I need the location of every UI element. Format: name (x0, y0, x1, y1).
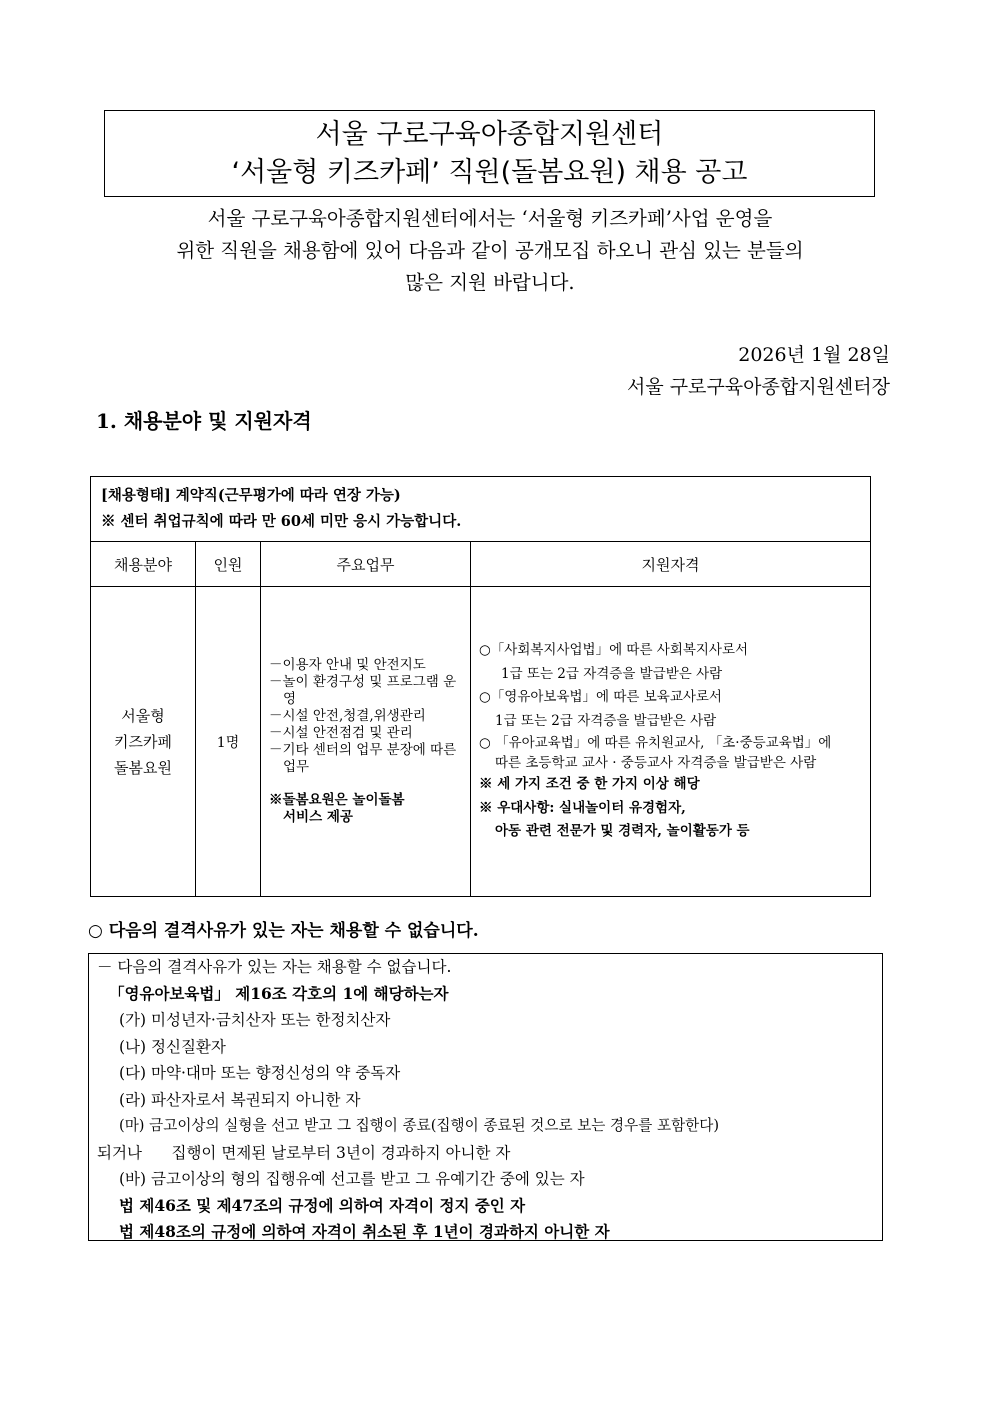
disq-article: 법 제48조의 규정에 의하여 자격이 취소된 후 1년이 경과하지 아니한 자 (119, 1222, 610, 1241)
count-cell: 1명 (196, 587, 261, 897)
disq-item: (라) 파산자로서 복권되지 아니한 자 (119, 1090, 361, 1109)
header-qualifications: 지원자격 (471, 542, 871, 587)
disq-item-cont: 되거나 집행이 면제된 날로부터 3년이 경과하지 아니한 자 (97, 1143, 511, 1162)
field-line: 돌봄요원 (114, 758, 172, 777)
qualifications-cell (471, 587, 871, 897)
employment-notice (91, 477, 871, 542)
field-cell (91, 587, 196, 897)
qualification-line: 1급 또는 2급 자격증을 발급받은 사람 (501, 665, 723, 682)
section2-title: ○ 다음의 결격사유가 있는 자는 채용할 수 없습니다. (88, 921, 479, 941)
intro-paragraph (90, 203, 890, 299)
intro-line2: 위한 직원을 채용함에 있어 다음과 같이 공개모집 하오니 관심 있는 분들의 (176, 239, 804, 262)
duty-note (269, 792, 469, 826)
disq-item: (마) 금고이상의 실형을 선고 받고 그 집행이 종료(집행이 종료된 것으로 보는 경우를 포함한다) (119, 1117, 720, 1134)
qualification-note: ※ 세 가지 조건 중 한 가지 이상 해당 (479, 776, 700, 793)
duty-item: －시설 안전,청결,위생관리 (269, 708, 426, 724)
title-box (104, 110, 875, 197)
qualification-line: 따른 초등학교 교사 · 중등교사 자격증을 발급받은 사람 (495, 755, 817, 772)
disq-item: (다) 마약·대마 또는 향정신성의 약 중독자 (119, 1064, 401, 1082)
disq-law: 「영유아보육법」 제16조 각호의 1에 해당하는자 (109, 983, 449, 1003)
duty-item: －기타 센터의 업무 분장에 따른 업무 (269, 742, 457, 775)
duties-cell (261, 587, 471, 897)
intro-line3: 많은 지원 바랍니다. (405, 271, 575, 294)
qualification-line: ○「사회복지사업법」에 따른 사회복지사로서 (479, 642, 749, 659)
qualification-line: ○「영유아보육법」에 따른 보육교사로서 (479, 689, 722, 706)
qualification-line: 1급 또는 2급 자격증을 발급받은 사람 (495, 712, 717, 729)
intro-line1: 서울 구로구육아종합지원센터에서는 ‘서울형 키즈카페’사업 운영을 (207, 207, 773, 230)
field-line: 키즈카페 (114, 732, 172, 751)
duty-item: －시설 안전점검 및 관리 (269, 725, 413, 741)
disq-item: (가) 미성년자·금치산자 또는 한정치산자 (119, 1011, 391, 1029)
recruitment-table (90, 476, 871, 897)
header-duties: 주요업무 (261, 542, 471, 587)
duty-item: －놀이 환경구성 및 프로그램 운영 (269, 674, 457, 707)
qualification-line: ○ 「유아교육법」에 따른 유치원교사, 「초·중등교육법」에 (479, 735, 832, 752)
preference-note: ※ 우대사항: 실내놀이터 유경험자, (479, 799, 686, 816)
announcement-date: 2026년 1월 28일 (738, 344, 890, 366)
disq-article: 법 제46조 및 제47조의 규정에 의하여 자격이 정지 중인 자 (119, 1195, 526, 1215)
preference-note-cont: 아동 관련 전문가 및 경력자, 놀이활동가 등 (495, 823, 750, 840)
disq-intro: － 다음의 결격사유가 있는 자는 채용할 수 없습니다. (97, 958, 452, 976)
disq-item: (나) 정신질환자 (119, 1037, 226, 1056)
section1-title: 1. 채용분야 및 지원자격 (96, 409, 312, 433)
duty-note-line: ※돌봄요원은 놀이돌봄 (269, 792, 405, 808)
title-line2: ‘서울형 키즈카페’ 직원(돌봄요원) 채용 공고 (231, 157, 748, 188)
disq-item: (바) 금고이상의 형의 집행유예 선고를 받고 그 유예기간 중에 있는 자 (119, 1170, 585, 1188)
disqualification-box (88, 953, 883, 1241)
issuer-name: 서울 구로구육아종합지원센터장 (627, 376, 890, 398)
header-field: 채용분야 (91, 542, 196, 587)
header-count: 인원 (196, 542, 261, 587)
employment-type: [채용형태] 계약직(근무평가에 따라 연장 가능) (101, 487, 401, 504)
field-line: 서울형 (121, 706, 165, 725)
duty-item: －이용자 안내 및 안전지도 (269, 657, 426, 673)
age-limit-note: ※ 센터 취업규칙에 따라 만 60세 미만 응시 가능합니다. (101, 513, 462, 530)
duty-note-line: 서비스 제공 (283, 809, 353, 825)
title-line1: 서울 구로구육아종합지원센터 (315, 119, 664, 150)
